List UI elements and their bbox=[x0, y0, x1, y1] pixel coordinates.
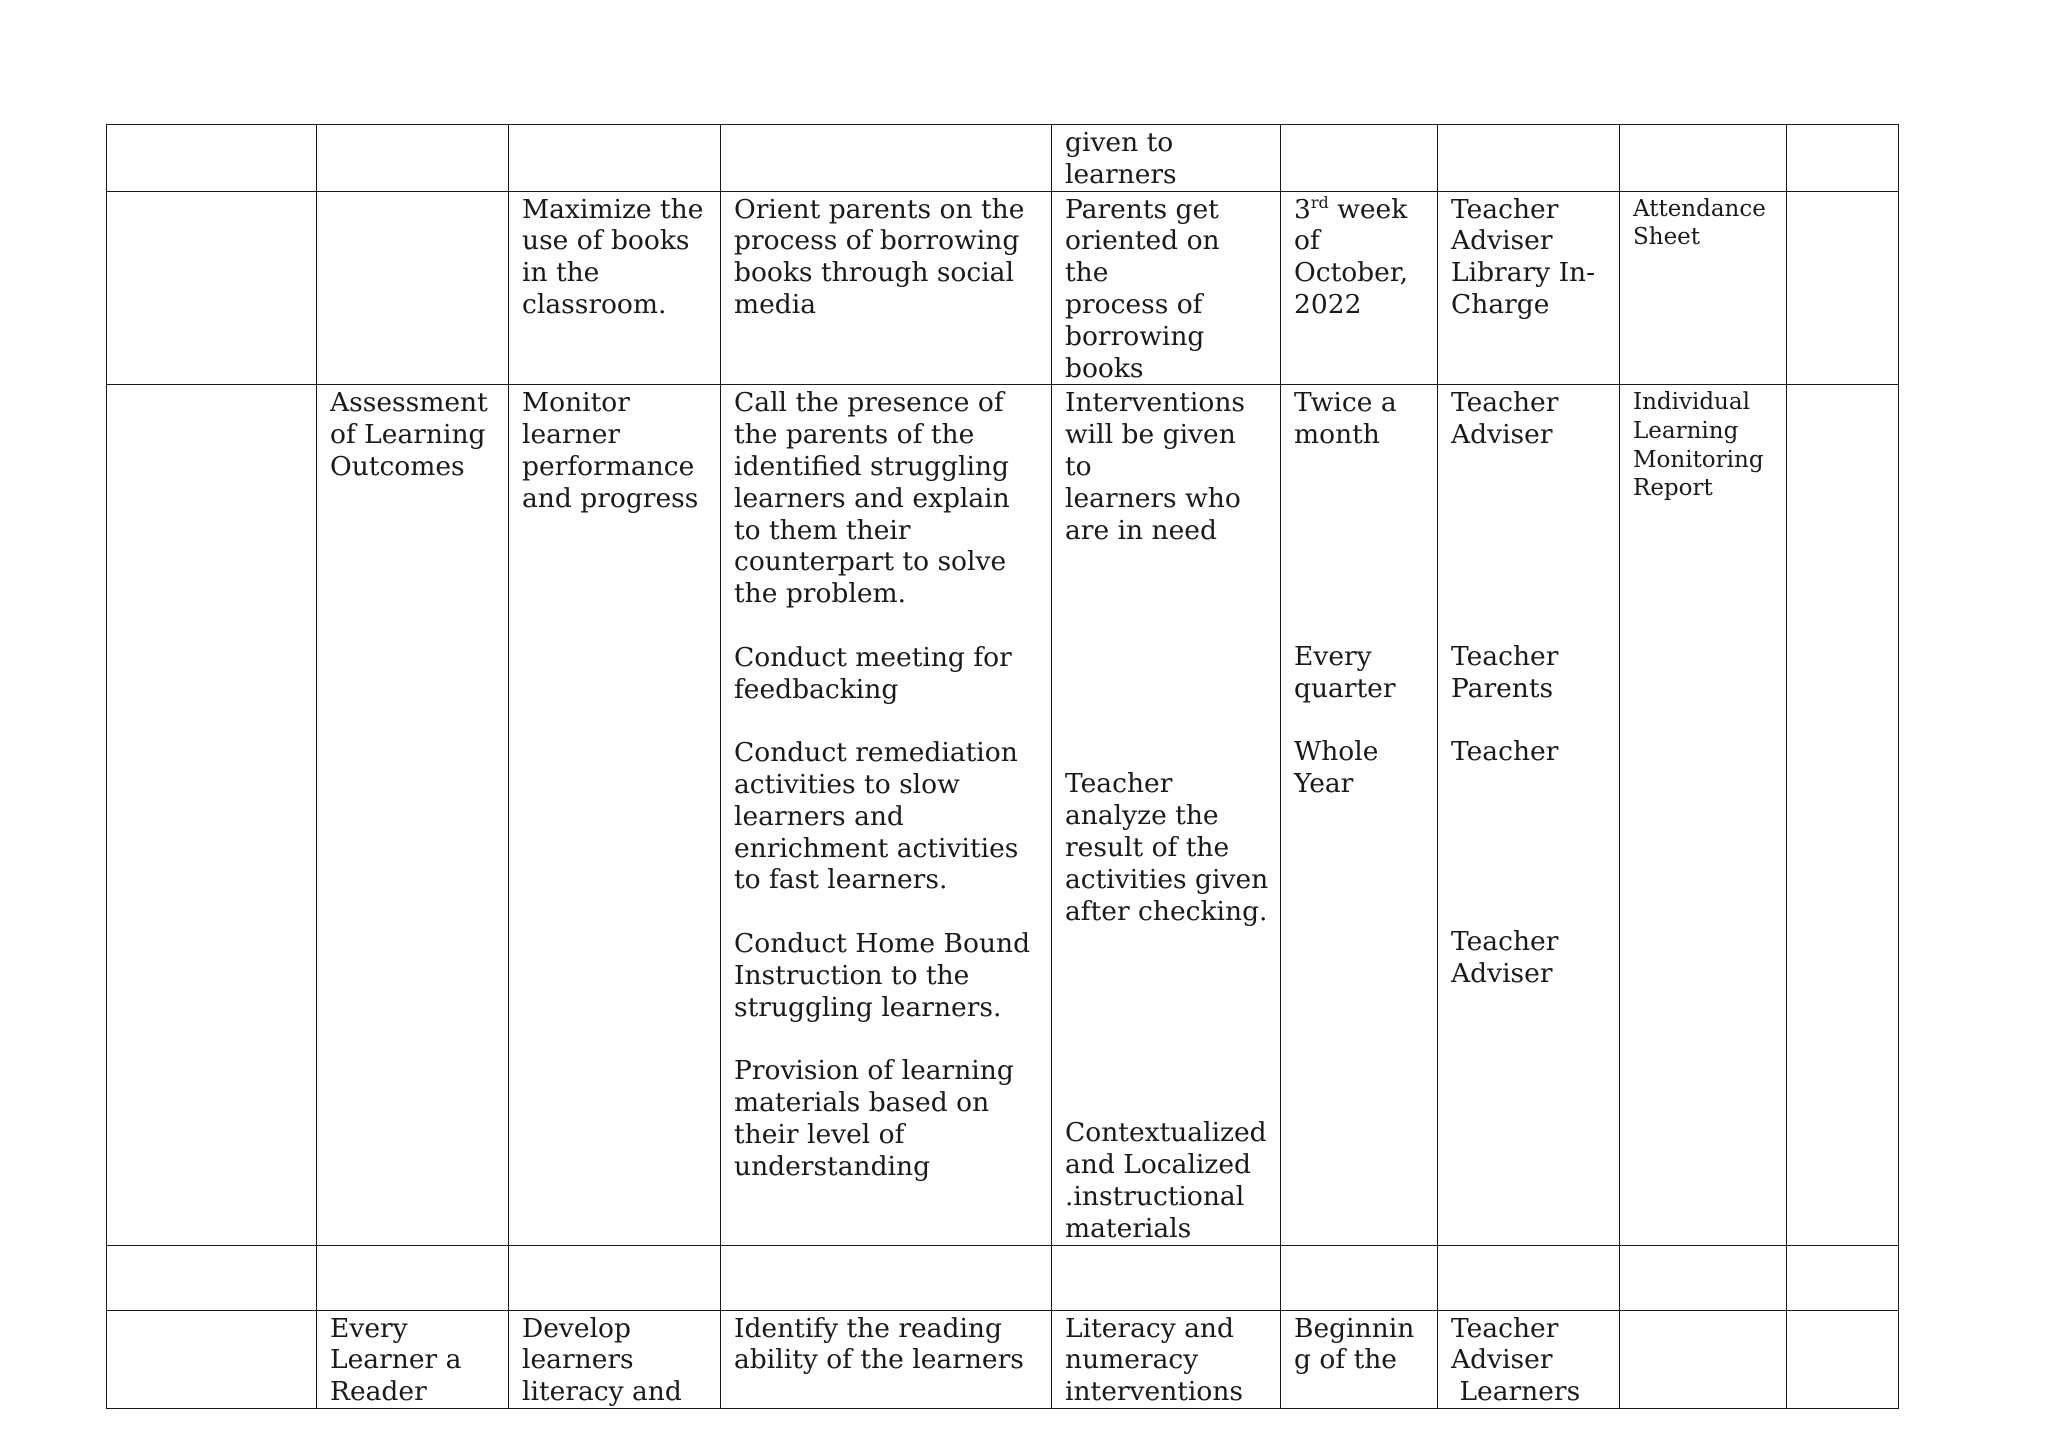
cell-persons bbox=[1438, 1310, 1620, 1408]
plan-table bbox=[106, 124, 1899, 1409]
cell-time-frame bbox=[1281, 385, 1438, 1245]
activity-text: Conduct Home Bound Instruction to the struggling learners. bbox=[734, 927, 1031, 1023]
cell-time-frame bbox=[1281, 1245, 1438, 1310]
cell-time-frame bbox=[1281, 191, 1438, 385]
cell-blank bbox=[107, 385, 317, 1245]
time-ordinal: 3 bbox=[1294, 193, 1311, 225]
cell-remarks bbox=[1787, 191, 1899, 385]
activity-text: Orient parents on the process of borrowing books through social media bbox=[734, 193, 1025, 320]
activity-text: Conduct meeting for feedbacking bbox=[734, 641, 1012, 705]
cell-area bbox=[317, 191, 509, 385]
table-row bbox=[107, 1245, 1899, 1310]
objective-text: Develop learners literacy and bbox=[522, 1312, 682, 1408]
time-frame-text: Beginnin g of the bbox=[1294, 1312, 1415, 1376]
activity-text: Conduct remediation activities to slow learners and enrichment activities to fast learners. bbox=[734, 737, 1019, 896]
outcome-text: Parents get oriented on the process of borrowing books bbox=[1065, 193, 1220, 384]
cell-mov bbox=[1620, 125, 1787, 192]
objective-text: Monitor learner performance and progress bbox=[522, 387, 699, 514]
cell-mov bbox=[1620, 1310, 1787, 1408]
cell-objective bbox=[509, 191, 721, 385]
cell-outcome bbox=[1052, 385, 1281, 1245]
persons-text: Teacher Adviser bbox=[1451, 926, 1559, 989]
time-rest: week of October, 2022 bbox=[1294, 193, 1408, 320]
cell-activity bbox=[721, 385, 1052, 1245]
time-frame-text: Twice a month bbox=[1294, 387, 1397, 451]
cell-outcome bbox=[1052, 125, 1281, 192]
cell-objective bbox=[509, 1245, 721, 1310]
time-frame-text bbox=[1294, 194, 1427, 321]
persons-text: Teacher Adviser Learners bbox=[1451, 1312, 1581, 1408]
cell-outcome bbox=[1052, 1245, 1281, 1310]
outcome-text: Contextualized and Localized .instructional materials bbox=[1065, 1117, 1267, 1244]
cell-area bbox=[317, 1245, 509, 1310]
time-ordinal-suffix: rd bbox=[1310, 192, 1329, 212]
persons-text: Teacher bbox=[1451, 736, 1559, 768]
cell-persons bbox=[1438, 385, 1620, 1245]
cell-blank bbox=[107, 1245, 317, 1310]
cell-outcome bbox=[1052, 191, 1281, 385]
outcome-text: Teacher analyze the result of the activities given after checking. bbox=[1065, 768, 1269, 927]
cell-area bbox=[317, 385, 509, 1245]
outcome-text: given to learners bbox=[1065, 127, 1177, 190]
outcome-text: Interventions will be given to learners who are in need bbox=[1065, 387, 1246, 546]
cell-blank bbox=[107, 191, 317, 385]
activity-text: Identify the reading ability of the learners bbox=[734, 1312, 1024, 1376]
cell-activity bbox=[721, 125, 1052, 192]
cell-time-frame bbox=[1281, 125, 1438, 192]
cell-objective bbox=[509, 125, 721, 192]
mov-text: Attendance Sheet bbox=[1633, 195, 1766, 251]
cell-time-frame bbox=[1281, 1310, 1438, 1408]
cell-objective bbox=[509, 385, 721, 1245]
cell-outcome bbox=[1052, 1310, 1281, 1408]
activity-text: Call the presence of the parents of the identified struggling learners and explain to them their counterpart to solve the problem. bbox=[734, 387, 1010, 610]
area-text: Every Learner a Reader bbox=[330, 1312, 462, 1408]
activity-text: Provision of learning materials based on their level of understanding bbox=[734, 1055, 1014, 1182]
cell-mov bbox=[1620, 191, 1787, 385]
cell-remarks bbox=[1787, 385, 1899, 1245]
persons-text: Teacher Adviser Library In- Charge bbox=[1451, 193, 1596, 320]
cell-remarks bbox=[1787, 1245, 1899, 1310]
cell-remarks bbox=[1787, 125, 1899, 192]
mov-text: Individual Learning Monitoring Report bbox=[1633, 389, 1764, 502]
cell-mov bbox=[1620, 1245, 1787, 1310]
time-frame-text: Every quarter bbox=[1294, 640, 1396, 704]
time-frame-text: Whole Year bbox=[1294, 736, 1379, 800]
persons-text: Teacher Adviser bbox=[1451, 387, 1559, 451]
cell-remarks bbox=[1787, 1310, 1899, 1408]
cell-activity bbox=[721, 191, 1052, 385]
cell-blank bbox=[107, 125, 317, 192]
table-row bbox=[107, 191, 1899, 385]
table-row bbox=[107, 1310, 1899, 1408]
outcome-text: Literacy and numeracy interventions bbox=[1065, 1312, 1244, 1408]
cell-activity bbox=[721, 1245, 1052, 1310]
persons-text: Teacher Parents bbox=[1451, 640, 1559, 704]
cell-persons bbox=[1438, 125, 1620, 192]
objective-text: Maximize the use of books in the classroom. bbox=[522, 193, 704, 320]
cell-objective bbox=[509, 1310, 721, 1408]
table-row bbox=[107, 385, 1899, 1245]
cell-area bbox=[317, 125, 509, 192]
cell-mov bbox=[1620, 385, 1787, 1245]
area-text: Assessment of Learning Outcomes bbox=[330, 387, 488, 482]
cell-persons bbox=[1438, 1245, 1620, 1310]
cell-area bbox=[317, 1310, 509, 1408]
cell-persons bbox=[1438, 191, 1620, 385]
table-row bbox=[107, 125, 1899, 192]
cell-activity bbox=[721, 1310, 1052, 1408]
cell-blank bbox=[107, 1310, 317, 1408]
